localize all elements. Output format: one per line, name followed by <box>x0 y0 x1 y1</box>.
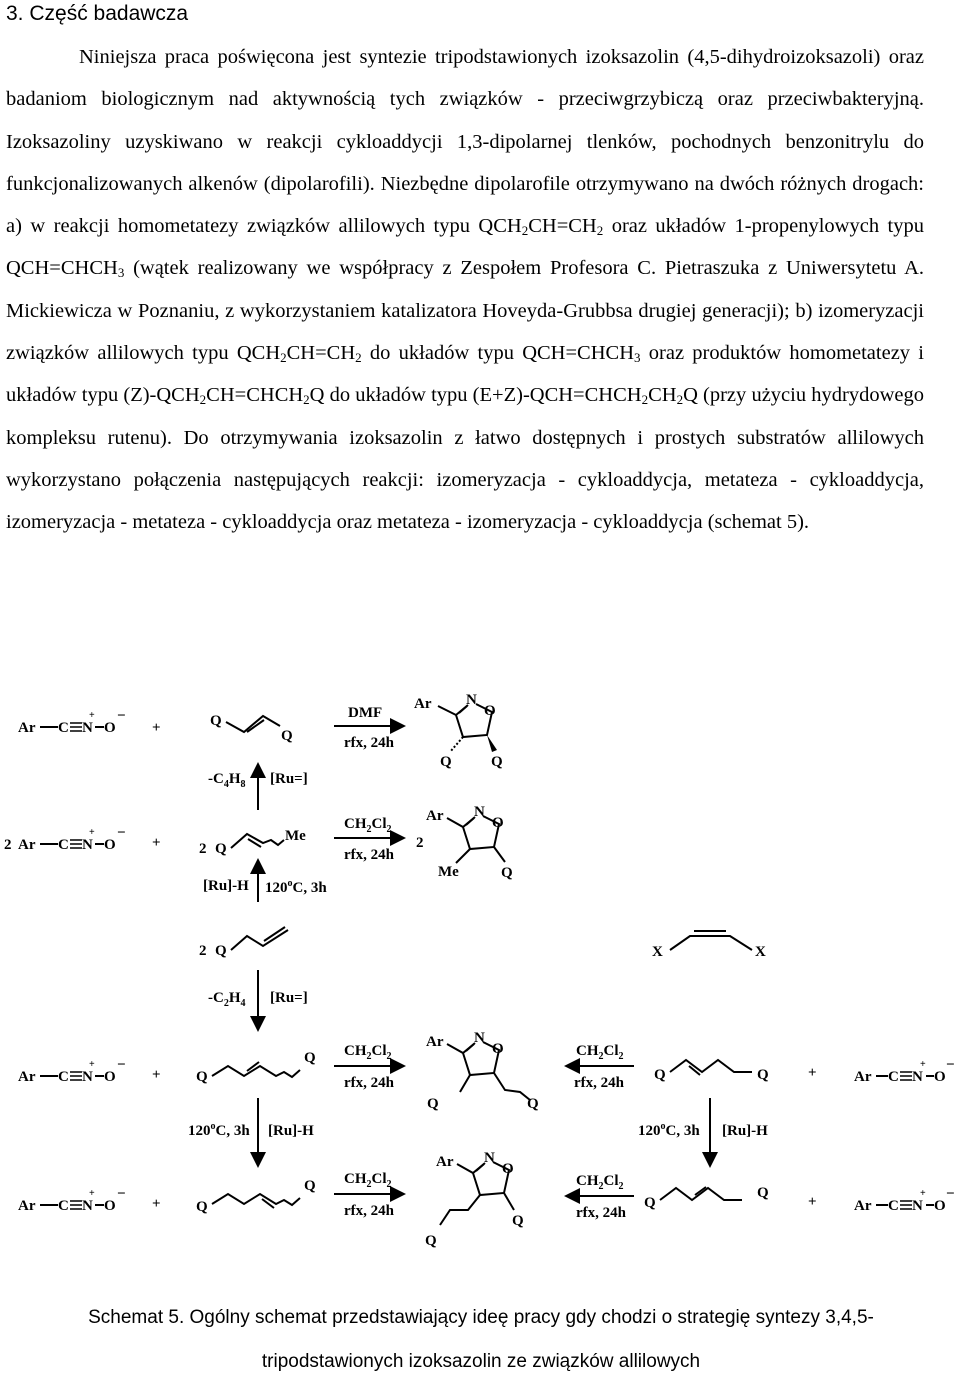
svg-text:[Ru]-H: [Ru]-H <box>203 878 249 894</box>
svg-text:CH2Cl2: $CH_2Cl_2$ <box>344 816 392 835</box>
svg-text:N: N <box>466 692 477 708</box>
reaction-arrow-ch2cl2-row5-left <box>334 1171 404 1219</box>
svg-text:C: C <box>58 1198 69 1214</box>
svg-text:Ar: Ar <box>426 808 444 824</box>
svg-text:−: − <box>946 1057 955 1073</box>
svg-text:rfx, 24h: rfx, 24h <box>576 1205 626 1221</box>
svg-text:N: N <box>82 1198 93 1214</box>
svg-text:[Ru]-H: [Ru]-H <box>268 1123 314 1139</box>
svg-text:+: + <box>920 1059 926 1070</box>
svg-text:120oC, 3h: 120$^o$C, 3h <box>265 878 327 896</box>
isoxazoline-product-row2 <box>416 804 513 881</box>
metathesis-arrow-row3 <box>208 970 308 1030</box>
svg-text:2: 2 <box>4 837 12 853</box>
svg-text:Q: Q <box>654 1067 666 1083</box>
svg-text:O: O <box>934 1069 946 1085</box>
svg-text:Ar: Ar <box>18 720 36 736</box>
svg-text:Q: Q <box>440 754 452 770</box>
plus-sign: + <box>808 1065 817 1081</box>
svg-text:O: O <box>104 720 116 736</box>
reaction-scheme <box>0 680 960 1280</box>
svg-text:Ar: Ar <box>414 696 432 712</box>
svg-text:N: N <box>912 1069 923 1085</box>
caption-line-1: Schemat 5. Ogólny schemat przedstawiający ideę pracy gdy chodzi o strategię syntezy 3,4,5- <box>88 1307 874 1328</box>
svg-text:Me: Me <box>285 828 306 844</box>
svg-text:Q: Q <box>491 754 503 770</box>
svg-text:Q: Q <box>210 713 222 729</box>
svg-text:CH2Cl2: $CH_2Cl_2$ <box>576 1173 624 1192</box>
svg-text:Q: Q <box>196 1069 208 1085</box>
svg-text:-C2H4: $-C_2H_4$ <box>208 990 246 1009</box>
svg-text:C: C <box>58 837 69 853</box>
svg-text:CH2Cl2: $CH_2Cl_2$ <box>344 1043 392 1062</box>
svg-text:−: − <box>117 1057 126 1073</box>
plus-sign: + <box>152 835 161 851</box>
svg-text:Ar: Ar <box>18 837 36 853</box>
isoxazoline-product-row1 <box>414 692 503 770</box>
svg-text:C: C <box>58 1069 69 1085</box>
plus-sign: + <box>152 1067 161 1083</box>
svg-text:[Ru=]: [Ru=] <box>270 990 308 1006</box>
svg-text:120oC, 3h: 120$^o$C, 3h <box>188 1121 250 1139</box>
svg-text:Q: Q <box>427 1096 439 1112</box>
svg-text:O: O <box>104 1198 116 1214</box>
allyl-alkene-row1 <box>210 713 293 744</box>
svg-text:CH2Cl2: $CH_2Cl_2$ <box>576 1043 624 1062</box>
svg-text:+: + <box>89 1188 95 1199</box>
svg-text:+: + <box>89 1059 95 1070</box>
svg-text:2: 2 <box>416 835 424 851</box>
svg-text:Q: Q <box>304 1050 316 1066</box>
svg-text:Q: Q <box>527 1096 539 1112</box>
svg-text:rfx, 24h: rfx, 24h <box>344 1075 394 1091</box>
allyl-substrate-row3 <box>199 927 288 959</box>
svg-text:Ar: Ar <box>436 1154 454 1170</box>
svg-text:Q: Q <box>644 1195 656 1211</box>
homometathesis-product-xx <box>652 931 766 960</box>
svg-text:Q: Q <box>281 728 293 744</box>
svg-text:−: − <box>117 825 126 841</box>
plus-sign: + <box>152 720 161 736</box>
svg-text:O: O <box>492 1041 504 1057</box>
svg-text:Q: Q <box>304 1178 316 1194</box>
svg-text:N: N <box>474 804 485 820</box>
svg-text:Q: Q <box>501 865 513 881</box>
svg-text:Q: Q <box>215 841 227 857</box>
svg-text:Q: Q <box>757 1067 769 1083</box>
nitrile-oxide-row5-left <box>18 1186 126 1214</box>
svg-text:rfx, 24h: rfx, 24h <box>574 1075 624 1091</box>
svg-text:−: − <box>117 1186 126 1202</box>
alkene-row5-right <box>644 1185 769 1211</box>
svg-text:-C4H8: $-C_4H_8$ <box>208 771 246 790</box>
svg-text:−: − <box>946 1186 955 1202</box>
svg-text:O: O <box>502 1161 514 1177</box>
nitrile-oxide-row1 <box>18 708 126 736</box>
reaction-arrow-ch2cl2-row5-right <box>566 1173 634 1221</box>
svg-text:120oC, 3h: 120$^o$C, 3h <box>638 1121 700 1139</box>
svg-text:Me: Me <box>438 864 459 880</box>
svg-text:X: X <box>652 944 663 960</box>
svg-text:C: C <box>888 1069 899 1085</box>
svg-text:−: − <box>117 708 126 724</box>
svg-text:Ar: Ar <box>426 1034 444 1050</box>
svg-text:rfx, 24h: rfx, 24h <box>344 735 394 751</box>
svg-text:+: + <box>89 710 95 721</box>
svg-text:Q: Q <box>512 1213 524 1229</box>
svg-text:Q: Q <box>215 943 227 959</box>
reaction-arrow-dmf <box>334 705 404 751</box>
svg-text:C: C <box>58 720 69 736</box>
reaction-arrow-ch2cl2-row2 <box>334 816 404 863</box>
svg-text:rfx, 24h: rfx, 24h <box>344 1203 394 1219</box>
butenyl-alkene-row4 <box>196 1050 316 1085</box>
propenyl-alkene-row2 <box>199 828 306 857</box>
svg-text:[Ru]-H: [Ru]-H <box>722 1123 768 1139</box>
svg-text:N: N <box>82 720 93 736</box>
svg-text:CH2Cl2: $CH_2Cl_2$ <box>344 1171 392 1190</box>
svg-text:rfx, 24h: rfx, 24h <box>344 847 394 863</box>
isomerization-arrow-row2 <box>203 860 327 902</box>
plus-sign: + <box>152 1196 161 1212</box>
svg-text:N: N <box>484 1150 495 1166</box>
nitrile-oxide-row5-right <box>854 1186 955 1214</box>
svg-text:O: O <box>484 703 496 719</box>
svg-text:Ar: Ar <box>18 1198 36 1214</box>
svg-text:2: 2 <box>199 943 207 959</box>
svg-text:DMF: DMF <box>348 705 383 721</box>
svg-text:+: + <box>89 827 95 838</box>
svg-text:N: N <box>912 1198 923 1214</box>
svg-text:N: N <box>82 1069 93 1085</box>
svg-text:2: 2 <box>199 841 207 857</box>
svg-text:Q: Q <box>425 1233 437 1249</box>
svg-text:X: X <box>755 944 766 960</box>
metathesis-arrow-row1 <box>208 764 308 810</box>
svg-text:C: C <box>888 1198 899 1214</box>
svg-text:O: O <box>492 815 504 831</box>
isoxazoline-product-row4 <box>426 1030 539 1112</box>
scheme-caption <box>6 1296 956 1384</box>
svg-text:Q: Q <box>757 1185 769 1201</box>
body-paragraph: Niniejsza praca poświęcona jest syntezie tripodstawionych izoksazolin (4,5-dihydroizoksazoli) oraz badaniom biologicznym nad aktywnością tych związków - przeciwgrzybiczą oraz przeciwbakteryjną. Izoksazoliny uzyskiwano w reakcji cykloaddycji 1,3-dipolarnej tlenków, pochodnych benzonitrylu do funkcjonalizowanych alkenów (dipolarofili). Niezbędne dipolarofile otrzymywano na dwóch różnych drogach: a) w reakcji homometatezy związków allilowych typu $QCH_2CH=CH_2$ oraz układów 1-propenylowych typu $QCH=CHCH_3$ (wątek realizowany we współpracy z Zespołem Profesora C. Pietraszuka z Uniwersytetu A. Mickiewicza w Poznaniu, z wykorzystaniem katalizatora Hoveyda-Grubbsa drugiej generacji); b) izomeryzacji związków allilowych typu $QCH_2CH=CH_2$ do układów typu $QCH=CHCH_3$ oraz produktów homometatezy i układów typu $(Z)-QCH_2CH=CHCH_2Q$ do układów typu $(E+Z)-QCH=CHCH_2CH_2Q$ (przy użyciu hydrydowego kompleksu rutenu). Do otrzymywania izoksazolin z łatwo dostępnych i prostych substratów allilowych wykorzystano połączenia następujących reakcji: izomeryzacja - cykloaddycja, metateza - cykloaddycja, izomeryzacja - metateza - cykloaddycja oraz metateza - izomeryzacja - cykloaddycja (schemat 5). <box>6 46 924 534</box>
svg-text:N: N <box>474 1030 485 1046</box>
reaction-arrow-ch2cl2-row4-left <box>334 1043 404 1091</box>
caption-line-2: tripodstawionych izoksazolin ze związków allilowych <box>261 1351 701 1372</box>
svg-text:Ar: Ar <box>854 1198 872 1214</box>
section-heading: 3. Część badawcza <box>6 2 189 25</box>
svg-text:[Ru=]: [Ru=] <box>270 771 308 787</box>
svg-text:N: N <box>82 837 93 853</box>
svg-text:O: O <box>104 1069 116 1085</box>
svg-text:Q: Q <box>196 1199 208 1215</box>
svg-text:O: O <box>934 1198 946 1214</box>
svg-text:+: + <box>920 1188 926 1199</box>
isomerization-arrow-row4-right <box>638 1098 768 1166</box>
pentenyl-alkene-row5 <box>196 1178 316 1215</box>
svg-text:Ar: Ar <box>18 1069 36 1085</box>
nitrile-oxide-row4-right <box>854 1057 955 1085</box>
nitrile-oxide-row4-left <box>18 1057 126 1085</box>
svg-text:Ar: Ar <box>854 1069 872 1085</box>
svg-text:O: O <box>104 837 116 853</box>
nitrile-oxide-row2 <box>4 825 126 853</box>
butenyl-alkene-row4-right <box>654 1060 769 1083</box>
isomerization-arrow-row4-left <box>188 1098 314 1166</box>
isoxazoline-product-row5 <box>425 1150 524 1249</box>
plus-sign: + <box>808 1194 817 1210</box>
reaction-arrow-ch2cl2-row4-right <box>566 1043 634 1091</box>
